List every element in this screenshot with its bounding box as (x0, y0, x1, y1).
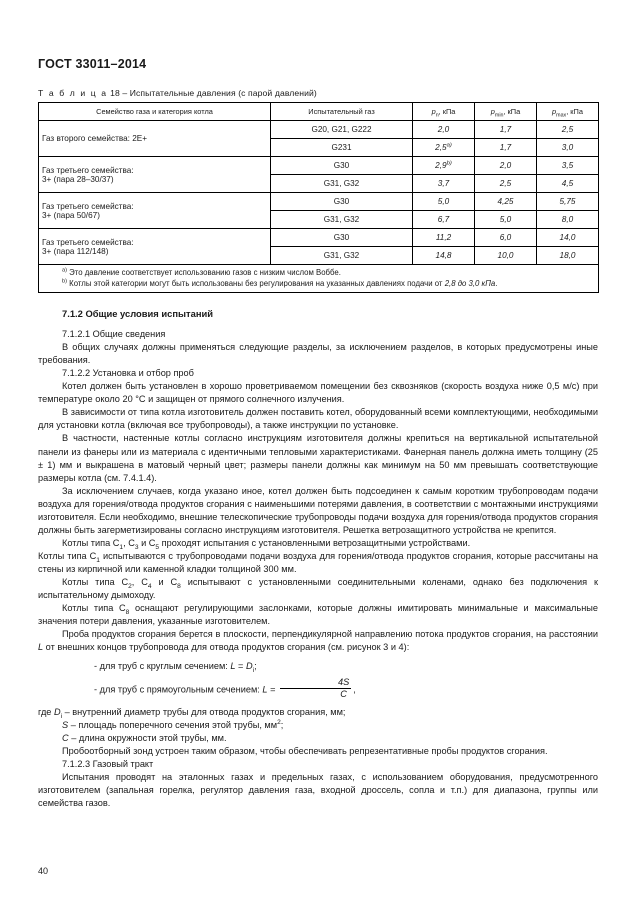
fraction-4s-over-c (280, 677, 351, 701)
pmin-subscript: min (494, 112, 504, 119)
body-text (38, 307, 598, 810)
header-gas-family: Семейство газа и категория котла (39, 103, 271, 121)
cell-test-gas: G31, G32 (271, 211, 413, 229)
paragraph-7-1-2-1: В общих случаях должны применяться следующие разделы, за исключением разделов, в которых предусмотрены иные требования. (38, 342, 598, 366)
gas-family-line2: 3+ (пара 50/67) (42, 210, 100, 220)
c248-suffix: испытывают с установленными соединительными коленами, однако без подключения к испытательному дымоходу. (38, 577, 598, 601)
gas-family-line2: 3+ (пара 28–30/37) (42, 174, 114, 184)
table-row (39, 157, 599, 175)
pn-value: 11,2 (435, 233, 452, 242)
table-row (39, 121, 599, 139)
footnote-b-range: 2,8 до 3,0 кПа (444, 279, 496, 289)
gas-family-line1: Газ третьего семейства: (42, 237, 134, 247)
subheading-7-1-2-3: 7.1.2.3 Газовый тракт (62, 758, 154, 769)
paragraph-sampling (38, 628, 598, 654)
pn-footnote-marker: b) (446, 160, 452, 167)
paragraph-probe: Пробоотборный зонд устроен таким образом, чтобы обеспечивать репрезентативные пробы продуктов сгорания. (62, 745, 548, 756)
c8-suffix: оснащают регулирующими заслонками, которые должны имитировать минимальные и максимальные значения потери давления, указанные изготовителем. (38, 603, 598, 627)
footnote-b-end: . (495, 279, 498, 289)
standard-number-header: ГОСТ 33011–2014 (38, 57, 147, 71)
table-header-row (39, 103, 599, 121)
page-number: 40 (38, 866, 49, 876)
cell-test-gas: G20, G21, G222 (271, 121, 413, 139)
variable-d-text: – внутренний диаметр трубы для отвода продуктов сгорания, мм; (62, 706, 346, 717)
formula-round-equals: = (235, 660, 246, 671)
cell-pmin: 5,0 (475, 211, 537, 229)
footnote-b (42, 278, 595, 289)
cell-pmin: 4,25 (475, 193, 537, 211)
formula-rect-label: - для труб с прямоугольным сечением: (94, 684, 263, 694)
cell-test-gas: G30 (271, 229, 413, 247)
pn-symbol: p (431, 107, 436, 116)
formula-rect-equals: = (267, 684, 278, 694)
cell-pmax: 3,5 (537, 157, 599, 175)
cell-pmax: 18,0 (537, 247, 599, 265)
table-footnotes-row (39, 265, 599, 293)
formula-round-pipe (38, 660, 598, 673)
paragraph-installation-4: За исключением случаев, когда указано иное, котел должен быть подсоединен к самым коротким трубопроводам подачи воздуха для горения/отвода продуктов сгорания с наименьшими потерями давления, в соответствии с монтажными инструкциями изготовителя. Если необходимо, внешние телескопические трубопроводы подачи воздуха для горения/отвода продуктов сгорания должны быть загерметизированы согласно инструкциям изготовителя. Решетка ветрозащитного устройства не крепится. (38, 485, 598, 535)
gas-family-line1: Газ третьего семейства: (42, 201, 134, 211)
pn-value: 2,0 (437, 125, 450, 134)
cell-pmax: 8,0 (537, 211, 599, 229)
c1-prefix: Котлы типа С (38, 551, 97, 561)
c135-mid-2: и С (138, 537, 156, 548)
pmax-subscript: max (556, 112, 567, 119)
pn-subscript: n (435, 112, 439, 119)
pmax-unit: , кПа (566, 107, 583, 116)
header-pmin (475, 103, 537, 121)
cell-pn (413, 121, 475, 139)
cell-gas-family (39, 229, 271, 265)
cell-gas-family (39, 193, 271, 229)
cell-pmax: 5,75 (537, 193, 599, 211)
pn-footnote-marker: a) (446, 142, 452, 149)
c8-prefix: Котлы типа С (62, 603, 126, 614)
footnote-a-marker: a) (62, 267, 67, 274)
cell-pn (413, 229, 475, 247)
variable-d-subscript: i (60, 712, 63, 720)
c1-sub: 1 (96, 556, 100, 564)
c248-prefix: Котлы типа С (62, 577, 129, 588)
table-row (39, 193, 599, 211)
footnote-b-marker: b) (62, 278, 67, 285)
page-content (38, 88, 598, 810)
cell-pmax: 2,5 (537, 121, 599, 139)
c248-mid-2: и С (151, 577, 178, 588)
fraction-denominator: C (340, 689, 347, 700)
c8-sub: 8 (125, 609, 130, 617)
cell-pn (413, 157, 475, 175)
paragraph-installation-2: В зависимости от типа котла изготовитель должен поставить котел, оборудованный всеми комплектующими, необходимыми для установки котла (включая все трубопроводы), а также инструкции по установке. (38, 407, 598, 431)
c1-suffix: испытываются с трубопроводами подачи воздуха для горения/отвода продуктов сгорания, которые рассчитаны на стены из кирпичной или каменной кладки толщиной 300 мм. (38, 551, 598, 575)
cell-pn (413, 247, 475, 265)
sampling-prefix: Проба продуктов сгорания берется в плоскости, перпендикулярной направлению потока продуктов сгорания, на расстоянии (62, 629, 598, 640)
cell-gas-family (39, 157, 271, 193)
table-footnotes (39, 265, 599, 293)
section-heading-7-1-2: 7.1.2 Общие условия испытаний (62, 307, 214, 319)
pn-value: 2,9 (435, 161, 447, 170)
sampling-suffix: от внешних концов трубопровода для отвода продуктов сгорания (см. рисунок 3 и 4): (43, 642, 410, 653)
paragraph-boiler-type-c248 (38, 576, 598, 602)
cell-pn (413, 175, 475, 193)
pmin-unit: , кПа (503, 107, 521, 116)
formula-rect-l: L (262, 684, 268, 694)
fraction-numerator: 4S (280, 677, 351, 690)
subheading-7-1-2-1: 7.1.2.1 Общие сведения (62, 328, 166, 339)
c135-mid-1: , С (123, 537, 135, 548)
pmin-symbol: p (490, 107, 495, 116)
paragraph-installation-3: В частности, настенные котлы согласно инструкциям изготовителя должны крепиться на вертикальной испытательной панели из фанеры или из материала с идентичными тепловыми характеристиками. Фанерная панель должна иметь толщину (25 ± 1) мм и выкрашена в матовый черный цвет; размеры панели должны как минимум на 50 мм превышать соответствующие размеры котла (см. 7.4.1.4). (38, 433, 598, 483)
variable-c-text: – длина окружности этой трубы, мм. (68, 732, 227, 743)
pn-value: 2,5 (435, 143, 447, 152)
c248-sub-3: 8 (177, 582, 181, 590)
formula-round-label: - для труб с круглым сечением: (94, 660, 231, 671)
cell-pmin: 6,0 (475, 229, 537, 247)
gas-family-line1: Газ третьего семейства: (42, 165, 134, 175)
cell-pmin: 1,7 (475, 139, 537, 157)
variable-definition-s (38, 719, 598, 732)
gas-family-line2: 3+ (пара 112/148) (42, 246, 109, 256)
cell-pmin: 2,0 (475, 157, 537, 175)
variable-d-symbol: D (53, 706, 61, 717)
cell-test-gas: G30 (271, 157, 413, 175)
table-row (39, 229, 599, 247)
pn-value: 6,7 (437, 215, 450, 224)
table-caption-text: 18 – Испытательные давления (с парой давлений) (110, 88, 317, 98)
footnote-b-text: Котлы этой категории могут быть использованы без регулирования на указанных давлениях подачи от (69, 279, 443, 289)
paragraph-boiler-type-c8 (38, 602, 598, 628)
variable-s-text: – площадь поперечного сечения этой трубы, мм (68, 719, 278, 730)
table-body (39, 121, 599, 293)
pn-value: 5,0 (437, 197, 450, 206)
formula-round-tail: ; (254, 660, 257, 671)
table-caption-label: Т а б л и ц а (38, 88, 108, 98)
variable-definition-d (38, 706, 598, 719)
cell-test-gas: G30 (271, 193, 413, 211)
formula-round-l: L (230, 660, 236, 671)
variable-s-exponent: 2 (277, 718, 281, 726)
cell-test-gas: G31, G32 (271, 247, 413, 265)
footnote-a-text: Это давление соответствует использованию газов с низким числом Воббе. (69, 268, 341, 277)
pn-value: 3,7 (437, 179, 450, 188)
cell-pn (413, 211, 475, 229)
where-label: где (38, 706, 54, 717)
cell-pmax: 14,0 (537, 229, 599, 247)
variable-c-symbol: C (62, 732, 69, 743)
c248-sub-2: 4 (147, 582, 152, 590)
formula-round-d-subscript: i (252, 666, 255, 674)
paragraph-installation-1: Котел должен быть установлен в хорошо проветриваемом помещении без сквозняков (скорость воздуха ниже 0,5 м/с) при температуре около 20 °С и защищен от прямого солнечного излучения. (38, 381, 598, 405)
paragraph-boiler-type-c135 (38, 537, 598, 550)
table-caption (38, 88, 598, 98)
c135-sub-1: 1 (119, 543, 124, 551)
formula-round-d: D (245, 660, 253, 671)
c135-sub-2: 3 (134, 543, 139, 551)
pn-value: 14,8 (435, 251, 452, 260)
cell-pn (413, 193, 475, 211)
footnote-a (42, 267, 595, 278)
paragraph-boiler-type-c1 (38, 550, 598, 576)
c248-mid-1: , С (131, 577, 148, 588)
cell-pmin: 2,5 (475, 175, 537, 193)
c135-suffix: проходят испытания с установленными ветрозащитными устройствами. (159, 537, 471, 548)
variable-definition-c (38, 732, 598, 745)
cell-test-gas: G31, G32 (271, 175, 413, 193)
pmax-symbol: p (552, 107, 557, 116)
cell-gas-family (39, 121, 271, 157)
header-test-gas: Испытательный газ (271, 103, 413, 121)
variable-s-symbol: S (62, 719, 69, 730)
gas-family-line1: Газ второго семейства: 2Е+ (42, 134, 147, 143)
c135-prefix: Котлы типа С (62, 537, 120, 548)
cell-pmax: 3,0 (537, 139, 599, 157)
cell-pn (413, 139, 475, 157)
test-pressures-table (38, 102, 599, 293)
variable-s-tail: ; (280, 719, 284, 730)
cell-pmax: 4,5 (537, 175, 599, 193)
paragraph-7-1-2-3: Испытания проводят на эталонных газах и предельных газах, с использованием оборудования, предусмотренного изготовителем (запальная горелка, регулятор давления газа, входной дроссель, сопла и т.п.) для диапазона, группы или семейства газов. (38, 771, 598, 808)
c135-sub-3: 5 (155, 543, 160, 551)
cell-pmin: 10,0 (475, 247, 537, 265)
c248-sub-1: 2 (128, 582, 132, 590)
subheading-7-1-2-2: 7.1.2.2 Установка и отбор проб (62, 368, 194, 379)
pn-unit: , кПа (438, 107, 456, 116)
cell-test-gas: G231 (271, 139, 413, 157)
cell-pmin: 1,7 (475, 121, 537, 139)
formula-rectangular-pipe (38, 678, 598, 702)
formula-rect-tail: , (353, 684, 356, 694)
header-pmax (537, 103, 599, 121)
header-pn (413, 103, 475, 121)
sampling-variable-l: L (38, 642, 44, 653)
